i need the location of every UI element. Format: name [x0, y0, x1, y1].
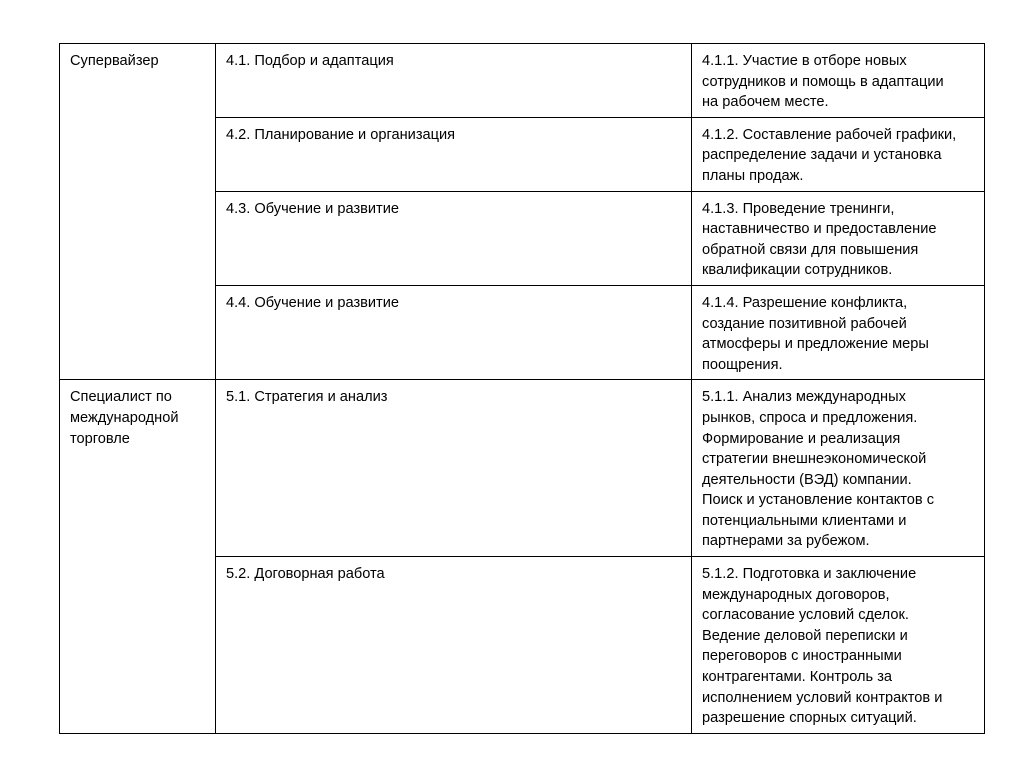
role-label: Специалист по международной торговле: [70, 389, 179, 447]
roles-table: [59, 43, 985, 734]
area-label: 5.2. Договорная работа: [226, 566, 385, 583]
area-label: 4.2. Планирование и организация: [226, 126, 456, 143]
task-cell: [692, 557, 985, 734]
area-cell: [216, 285, 692, 379]
area-label: 5.1. Стратегия и анализ: [226, 389, 388, 406]
role-label: Супервайзер: [70, 53, 159, 69]
area-label: 4.3. Обучение и развитие: [226, 200, 400, 217]
task-description: 4.1.2. Составление рабочей графики, распределение задачи и установка планы продаж.: [702, 126, 957, 184]
area-label: 4.4. Обучение и развитие: [226, 294, 400, 311]
task-description: 4.1.1. Участие в отборе новых сотрудников и помощь в адаптации на рабочем месте.: [702, 53, 944, 111]
area-cell: [216, 44, 692, 118]
task-cell: [692, 285, 985, 379]
area-label: 4.1. Подбор и адаптация: [226, 53, 394, 69]
task-description: 5.1.2. Подготовка и заключение международных договоров, согласование условий сделок. Ведение деловой переписки и переговоров с иностранными контрагентами. Контроль за исполнением условий контрактов и разрешение спорных ситуаций.: [702, 566, 943, 727]
task-cell: [692, 44, 985, 118]
table-row: [60, 44, 985, 118]
table-row: [60, 380, 985, 557]
task-description: 4.1.3. Проведение тренинги, наставничество и предоставление обратной связи для повышения квалификации сотрудников.: [702, 200, 937, 279]
task-cell: [692, 117, 985, 191]
area-cell: [216, 191, 692, 285]
area-cell: [216, 117, 692, 191]
area-cell: [216, 557, 692, 734]
task-description: 4.1.4. Разрешение конфликта, создание позитивной рабочей атмосферы и предложение меры поощрения.: [702, 294, 929, 373]
task-cell: [692, 380, 985, 557]
area-cell: [216, 380, 692, 557]
task-cell: [692, 191, 985, 285]
task-description: 5.1.1. Анализ международных рынков, спроса и предложения. Формирование и реализация стратегии внешнеэкономической деятельности (ВЭД) компании. Поиск и установление контактов с потенциальными клиентами и партнерами за рубежом.: [702, 389, 935, 550]
role-cell: [60, 380, 216, 734]
role-cell: [60, 44, 216, 380]
